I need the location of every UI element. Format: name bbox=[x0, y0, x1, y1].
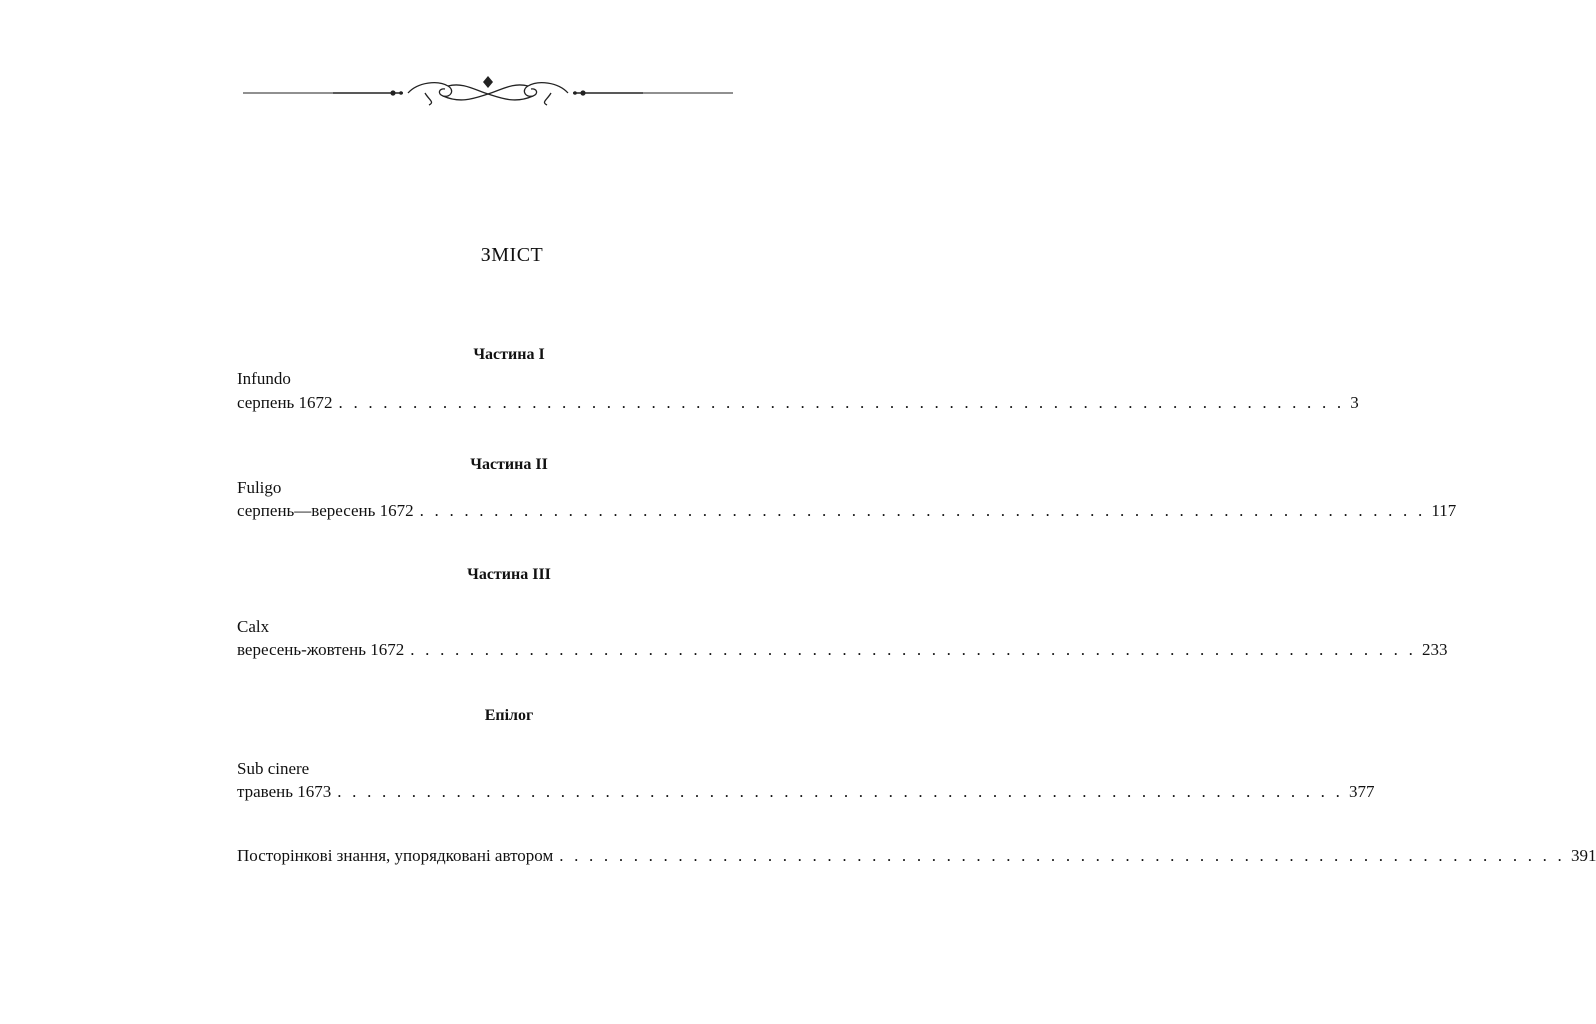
toc-entry-appendix[interactable] bbox=[237, 846, 1596, 866]
part-heading: Частина II bbox=[470, 456, 548, 473]
part-heading: Частина I bbox=[473, 346, 545, 363]
dot-leader: . . . . . . . . . . . . . . . . . . . . . . . . . . . . . . . . . . . . . . . . . . . . . . . . . . . . . . . . . . . . . . . . . . . . bbox=[419, 501, 1426, 520]
entry-title: Infundo bbox=[237, 369, 291, 388]
page-number: 377 bbox=[1349, 782, 1375, 801]
toc-entry[interactable] bbox=[237, 782, 1375, 802]
entry-title: Sub cinere bbox=[237, 759, 310, 778]
entry-date: серпень 1672 bbox=[237, 393, 333, 412]
toc-entry[interactable] bbox=[237, 393, 1359, 413]
toc-entry[interactable] bbox=[237, 640, 1448, 660]
page-number: 233 bbox=[1422, 640, 1448, 659]
page-number: 391 bbox=[1570, 846, 1596, 865]
dot-leader: . . . . . . . . . . . . . . . . . . . . . . . . . . . . . . . . . . . . . . . . . . . . . . . . . . . . . . . . . . . . . . . . . . . . bbox=[338, 393, 1345, 412]
page-number: 117 bbox=[1431, 501, 1457, 520]
page-number: 3 bbox=[1350, 393, 1359, 412]
dot-leader: . . . . . . . . . . . . . . . . . . . . . . . . . . . . . . . . . . . . . . . . . . . . . . . . . . . . . . . . . . . . . . . . . . . . bbox=[559, 846, 1565, 865]
part-heading: Частина III bbox=[467, 566, 551, 583]
entry-label: Посторінкові знання, упорядковані автором bbox=[237, 846, 554, 865]
part-heading: Епілог bbox=[484, 707, 534, 724]
entry-date: травень 1673 bbox=[237, 782, 332, 801]
entry-title: Fuligo bbox=[237, 478, 282, 497]
toc-entry[interactable] bbox=[237, 501, 1457, 521]
dot-leader: . . . . . . . . . . . . . . . . . . . . . . . . . . . . . . . . . . . . . . . . . . . . . . . . . . . . . . . . . . . . . . . . . . . . bbox=[337, 782, 1344, 801]
entry-title: Calx bbox=[237, 617, 270, 636]
entry-date: серпень—вересень 1672 bbox=[237, 501, 414, 520]
entry-date: вересень-жовтень 1672 bbox=[237, 640, 405, 659]
dot-leader: . . . . . . . . . . . . . . . . . . . . . . . . . . . . . . . . . . . . . . . . . . . . . . . . . . . . . . . . . . . . . . . . . . . . bbox=[410, 640, 1417, 659]
decorative-flourish-divider bbox=[243, 72, 733, 112]
page-title: ЗМІСТ bbox=[480, 244, 544, 266]
